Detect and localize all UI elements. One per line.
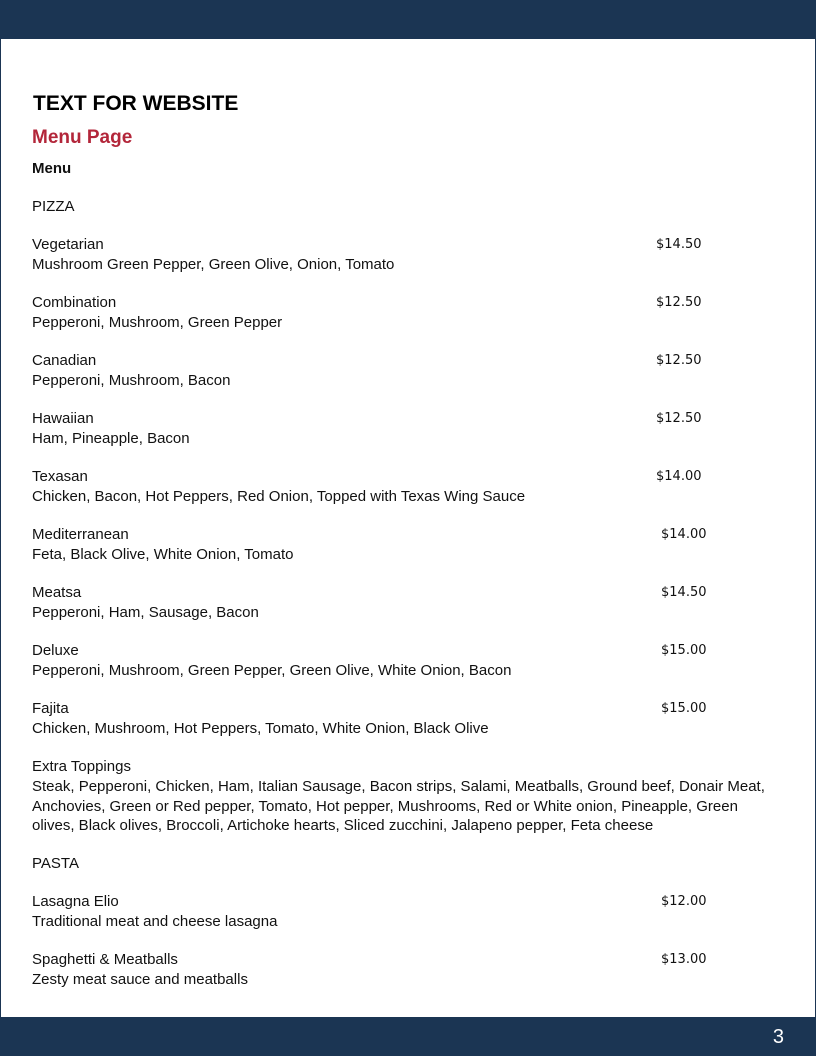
item-name: Deluxe xyxy=(32,642,79,659)
item-description: Chicken, Mushroom, Hot Peppers, Tomato, White Onion, Black Olive xyxy=(32,720,489,737)
item-price: $12.00 xyxy=(661,893,707,909)
item-name: Vegetarian xyxy=(32,236,104,253)
item-name: Combination xyxy=(32,294,117,311)
item-price: $14.00 xyxy=(661,527,707,542)
section-title: Menu Page xyxy=(32,127,133,148)
item-price: $12.50 xyxy=(656,411,702,426)
item-description: Zesty meat sauce and meatballs xyxy=(32,970,248,988)
bottom-bar xyxy=(0,1017,816,1056)
extra-toppings-label: Extra Toppings xyxy=(32,758,131,775)
item-price: $15.00 xyxy=(661,643,707,658)
item-name: Meatsa xyxy=(32,584,82,601)
item-description: Chicken, Bacon, Hot Peppers, Red Onion, Topped with Texas Wing Sauce xyxy=(32,488,526,505)
extra-toppings-list: Steak, Pepperoni, Chicken, Ham, Italian Sausage, Bacon strips, Salami, Meatballs, Ground beef, Donair Meat, Anchovies, Green or Red pepper, Tomato, Hot pepper, Mushrooms, Red or White onion, Pineapple, Green olives, Black olives, Broccoli, Artichoke hearts, Sliced zucchini, Jalapeno pepper, Feta cheese xyxy=(32,778,765,834)
item-price: $14.50 xyxy=(661,585,707,600)
item-description: Traditional meat and cheese lasagna xyxy=(32,912,278,930)
menu-item-meatsa xyxy=(32,583,784,623)
item-description: Pepperoni, Mushroom, Green Pepper xyxy=(32,314,283,331)
page-content xyxy=(32,90,784,1008)
top-bar xyxy=(0,0,816,39)
menu-item-hawaiian xyxy=(32,409,784,449)
menu-item-lasagna-elio xyxy=(32,892,784,932)
item-name: Texasan xyxy=(32,468,88,485)
item-description: Pepperoni, Ham, Sausage, Bacon xyxy=(32,604,259,621)
item-description: Mushroom Green Pepper, Green Olive, Onion, Tomato xyxy=(32,256,395,273)
item-price: $12.50 xyxy=(656,295,702,310)
item-price: $14.00 xyxy=(656,469,702,484)
menu-item-spaghetti-meatballs xyxy=(32,950,784,990)
menu-item-canadian xyxy=(32,351,784,391)
item-name: Canadian xyxy=(32,352,97,369)
item-price: $13.00 xyxy=(661,951,707,967)
item-price: $15.00 xyxy=(661,701,707,716)
category-pizza: PIZZA xyxy=(32,198,75,215)
menu-item-mediterranean xyxy=(32,525,784,565)
item-name: Lasagna Elio xyxy=(32,892,119,910)
document-title: TEXT FOR WEBSITE xyxy=(33,92,239,115)
item-price: $14.50 xyxy=(656,237,702,252)
category-pasta: PASTA xyxy=(32,854,79,872)
menu-item-texasan xyxy=(32,467,784,507)
page-border-left xyxy=(0,39,1,1017)
item-description: Pepperoni, Mushroom, Bacon xyxy=(32,372,231,389)
menu-item-vegetarian xyxy=(32,235,784,275)
page-number: 3 xyxy=(772,1026,784,1048)
item-name: Fajita xyxy=(32,700,69,717)
menu-item-combination xyxy=(32,293,784,333)
menu-item-fajita xyxy=(32,699,784,739)
item-name: Mediterranean xyxy=(32,526,129,543)
item-price: $12.50 xyxy=(656,353,702,368)
menu-item-deluxe xyxy=(32,641,784,681)
item-description: Ham, Pineapple, Bacon xyxy=(32,430,190,447)
menu-heading: Menu xyxy=(32,160,72,177)
item-description: Pepperoni, Mushroom, Green Pepper, Green Olive, White Onion, Bacon xyxy=(32,662,512,679)
item-description: Feta, Black Olive, White Onion, Tomato xyxy=(32,546,294,563)
item-name: Spaghetti & Meatballs xyxy=(32,950,178,968)
item-name: Hawaiian xyxy=(32,410,94,427)
extra-toppings xyxy=(32,757,784,836)
